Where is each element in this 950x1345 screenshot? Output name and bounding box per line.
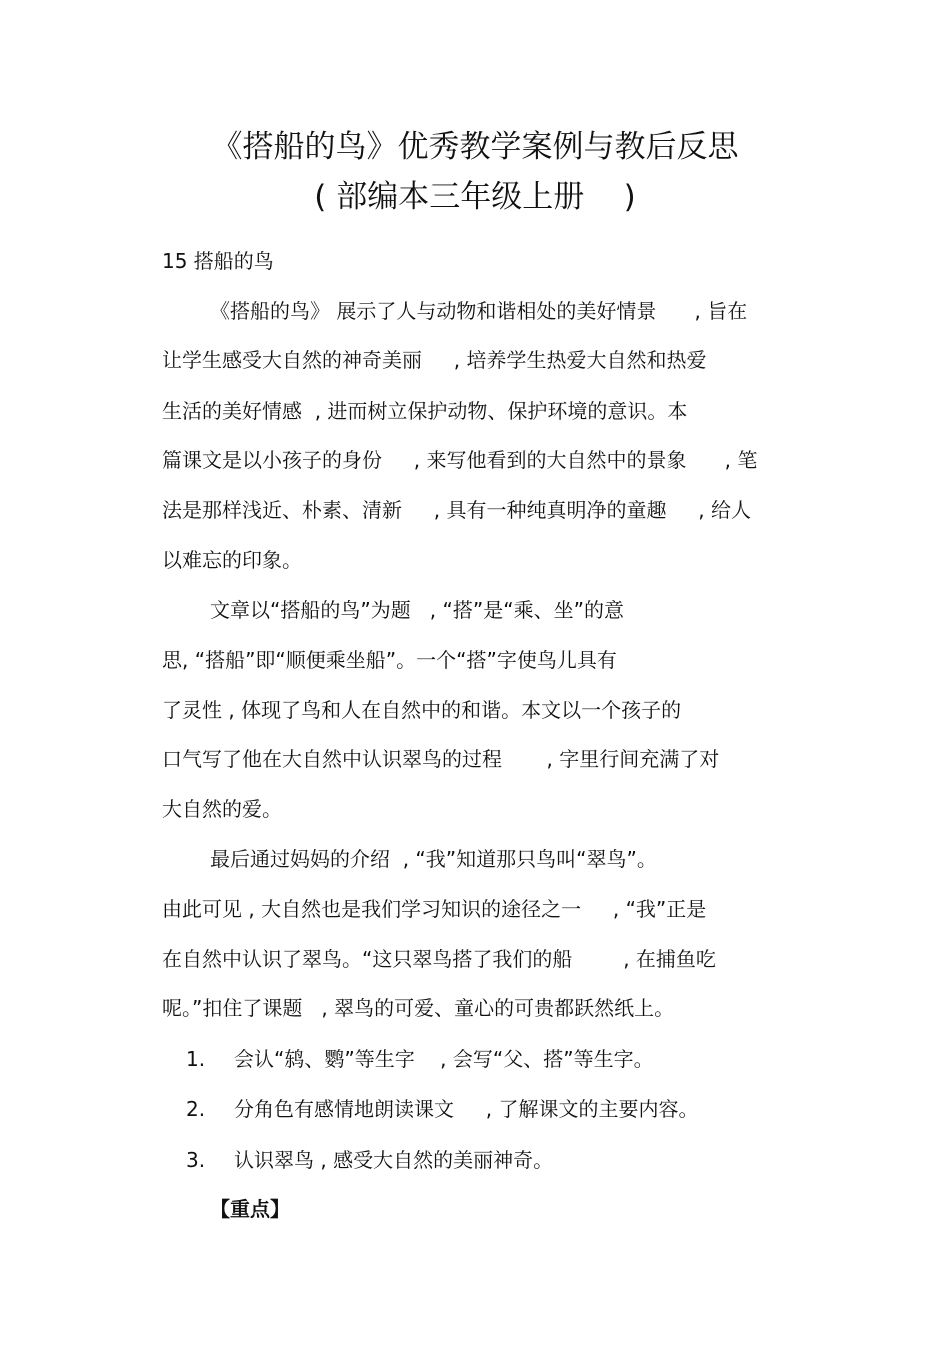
paragraph-line: 生活的美好情感 , 进而树立保护动物、保护环境的意识。本 — [162, 399, 688, 423]
paragraph-line: 思, “搭船”即“顺便乘坐船”。一个“搭”字使鸟儿具有 — [162, 648, 617, 672]
paragraph-line: 法是那样浅近、朴素、清新 , 具有一种纯真明净的童趣 , 给人 — [162, 498, 752, 522]
document-title: 《搭船的鸟》优秀教学案例与教后反思 — [211, 129, 739, 165]
paragraph-line: 在自然中认识了翠鸟。“这只翠鸟搭了我们的船 , 在捕鱼吃 — [162, 947, 716, 971]
paragraph-line: 口气写了他在大自然中认识翠鸟的过程 , 字里行间充满了对 — [162, 747, 720, 771]
paragraph-line: 最后通过妈妈的介绍 , “我”知道那只鸟叫“翠鸟”。 — [210, 847, 657, 871]
list-item-number: 3. — [186, 1148, 206, 1172]
list-item-number: 1. — [186, 1047, 206, 1071]
document-subtitle: ( 部编本三年级上册 ) — [314, 179, 636, 215]
paragraph-line: 了灵性 , 体现了鸟和人在自然中的和谐。本文以一个孩子的 — [162, 698, 682, 722]
paragraph-line: 以难忘的印象。 — [162, 548, 302, 572]
paragraph-line: 文章以“搭船的鸟”为题 , “搭”是“乘、坐”的意 — [210, 598, 624, 622]
list-item-text: 会认“鸫、鹦”等生字 , 会写“父、搭”等生字。 — [234, 1047, 654, 1071]
paragraph-line: 由此可见 , 大自然也是我们学习知识的途径之一 , “我”正是 — [162, 897, 707, 921]
paragraph-line: 篇课文是以小孩子的身份 , 来写他看到的大自然中的景象 , 笔 — [162, 448, 758, 472]
lesson-label: 15 搭船的鸟 — [162, 249, 274, 273]
list-item-text: 分角色有感情地朗读课文 , 了解课文的主要内容。 — [234, 1097, 699, 1121]
paragraph-line: 《搭船的鸟》 展示了人与动物和谐相处的美好情景 , 旨在 — [210, 299, 748, 323]
paragraph-line: 大自然的爱。 — [162, 797, 282, 821]
list-item-text: 认识翠鸟 , 感受大自然的美丽神奇。 — [234, 1148, 554, 1172]
paragraph-line: 呢。”扣住了课题 , 翠鸟的可爱、童心的可贵都跃然纸上。 — [162, 996, 675, 1020]
key-points-heading: 【重点】 — [210, 1197, 290, 1221]
list-item-number: 2. — [186, 1097, 206, 1121]
paragraph-line: 让学生感受大自然的神奇美丽 , 培养学生热爱大自然和热爱 — [162, 348, 707, 372]
